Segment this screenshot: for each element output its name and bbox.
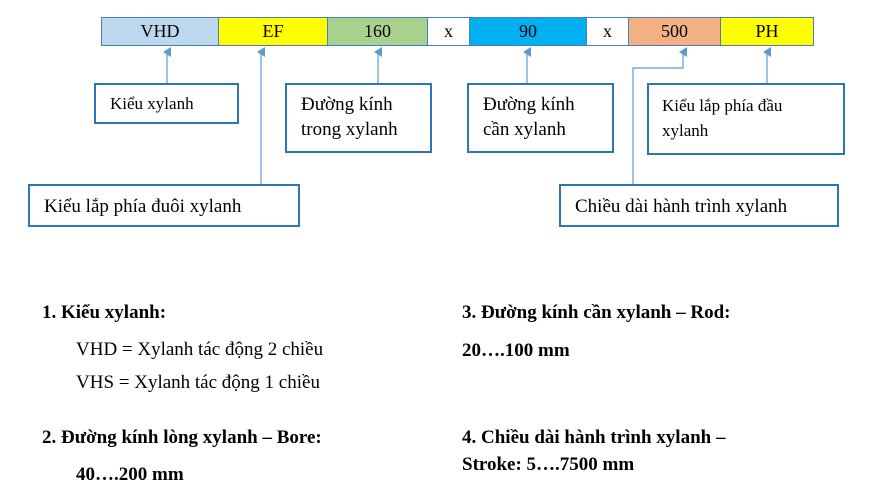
section-1-line2: VHS = Xylanh tác động 1 chiều (76, 372, 320, 393)
callout-front-mount-line2: xylanh (662, 121, 709, 140)
callout-bore-line2: trong xylanh (301, 119, 398, 140)
section-1-title: 1. Kiểu xylanh: (42, 302, 167, 323)
section-3-title: 3. Đường kính cần xylanh – Rod: (462, 302, 731, 323)
callout-rod-line1: Đường kính (483, 94, 575, 115)
callout-stroke-length (559, 184, 839, 227)
callout-cylinder-type (94, 83, 239, 124)
callout-cylinder-type-label: Kiểu xylanh (110, 94, 194, 113)
code-segment-front-mount: PH (721, 18, 813, 45)
callout-front-mount-line1: Kiểu lắp phía đầu (662, 96, 783, 115)
callout-stroke-label: Chiều dài hành trình xylanh (575, 196, 788, 217)
callout-front-mount (647, 83, 845, 155)
section-4-value: Stroke: 5….7500 mm (462, 454, 635, 475)
code-segment-separator: x (428, 18, 470, 45)
callout-bore-diameter (285, 83, 432, 153)
model-code-bar (101, 17, 814, 46)
section-1-line1: VHD = Xylanh tác động 2 chiều (76, 339, 324, 360)
section-4-title: 4. Chiều dài hành trình xylanh – (462, 427, 726, 448)
callout-rear-mount-label: Kiểu lắp phía đuôi xylanh (44, 196, 242, 217)
callout-rod-line2: cần xylanh (483, 119, 566, 140)
code-segment-bore: 160 (328, 18, 428, 45)
code-segment-stroke: 500 (629, 18, 721, 45)
callout-rear-mount (28, 184, 300, 227)
code-segment-rear-mount: EF (219, 18, 328, 45)
callout-rod-diameter (467, 83, 614, 153)
code-segment-rod: 90 (470, 18, 587, 45)
callout-bore-line1: Đường kính (301, 94, 393, 115)
code-segment-type: VHD (102, 18, 219, 45)
section-3-value: 20….100 mm (462, 340, 570, 361)
code-segment-separator: x (587, 18, 629, 45)
section-2-title: 2. Đường kính lòng xylanh – Bore: (42, 427, 322, 448)
section-2-value: 40….200 mm (76, 464, 184, 485)
